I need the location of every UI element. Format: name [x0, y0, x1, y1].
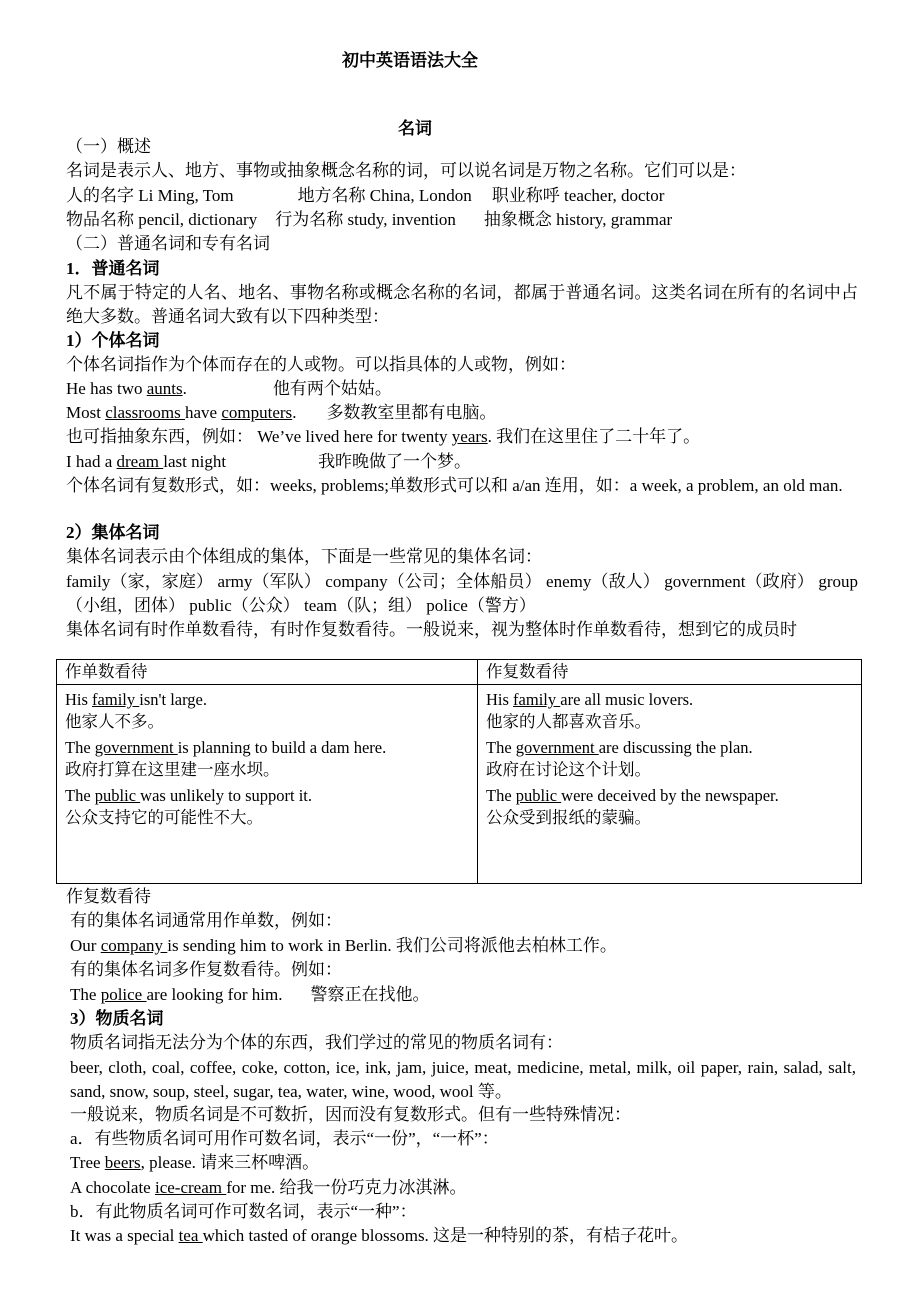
example-text: I had a [66, 452, 117, 471]
after-table-label: 作复数看待 [66, 887, 151, 906]
example-text: isn't large. [139, 690, 207, 709]
individual-plural-note: 个体名词有复数形式，如：weeks, problems;单数形式可以和 a/an 连用，如：a week, a problem, an old man. [66, 476, 843, 495]
table-example [65, 737, 469, 781]
translation: 多数教室里都有电脑。 [326, 403, 497, 422]
row2-col3: 抽象概念 history, grammar [483, 210, 673, 229]
example-years [66, 426, 700, 448]
underlined-noun: company [100, 936, 168, 955]
underlined-noun: family [92, 690, 140, 709]
table-cell-singular [57, 685, 478, 884]
translation: 他有两个姑姑。 [272, 379, 392, 398]
example-company [70, 935, 617, 957]
example-dream [66, 451, 471, 473]
example-text: is planning to build a dam here. [177, 738, 387, 757]
individual-noun-desc: 个体名词指作为个体而存在的人或物。可以指具体的人或物，例如： [66, 355, 576, 374]
translation: 公众支持它的可能性不大。 [65, 808, 263, 827]
underlined-noun: tea [178, 1226, 203, 1245]
example-tea [70, 1225, 688, 1247]
underlined-noun: government [515, 738, 599, 757]
singular-usage-note: 有的集体名词通常用作单数，例如： [70, 911, 342, 930]
example-text: which tasted of orange blossoms. 这是一种特别的茶，有桔子花叶。 [202, 1226, 689, 1245]
underlined-noun: public [94, 786, 141, 805]
row2-col2: 行为名称 study, invention [275, 210, 456, 229]
table-example [486, 785, 853, 829]
row2-col1: 物品名称 pencil, dictionary [66, 210, 258, 229]
translation: 警察正在找他。 [310, 985, 430, 1004]
table-example [486, 689, 853, 733]
common-noun-heading: 1．普通名词 [66, 259, 160, 278]
material-noun-note: 一般说来，物质名词是不可数折，因而没有复数形式。但有一些特殊情况： [70, 1105, 631, 1124]
example-text: have [185, 403, 222, 422]
underlined-noun: years [451, 427, 488, 446]
example-ice-cream [70, 1177, 467, 1199]
underlined-noun: family [513, 690, 561, 709]
example-text: Most [66, 403, 106, 422]
translation: 政府在讨论这个计划。 [486, 760, 651, 779]
example-text: are discussing the plan. [598, 738, 753, 757]
example-text: His [486, 690, 514, 709]
plural-usage-note: 有的集体名词多作复数看待。例如： [70, 960, 342, 979]
underlined-noun: police [100, 985, 147, 1004]
example-text: The [486, 738, 516, 757]
row1-col2: 地方名称 China, London [297, 186, 472, 205]
underlined-noun: dream [116, 452, 164, 471]
row1-col1: 人的名字 Li Ming, Tom [66, 186, 234, 205]
section-title: 名词 [398, 119, 432, 138]
part1-heading: （一）概述 [66, 137, 151, 156]
example-text: were deceived by the newspaper. [561, 786, 779, 805]
underlined-noun: government [94, 738, 178, 757]
table-example [65, 785, 469, 829]
underlined-noun: public [515, 786, 562, 805]
row1-col3: 职业称呼 teacher, doctor [491, 186, 665, 205]
table-header-singular: 作单数看待 [57, 660, 478, 685]
individual-noun-heading: 1）个体名词 [66, 331, 160, 350]
table-example [65, 689, 469, 733]
example-text: . [182, 379, 187, 398]
example-text: It was a special [70, 1226, 179, 1245]
singular-plural-table [56, 659, 862, 884]
translation: 公众受到报纸的蒙骗。 [486, 808, 651, 827]
example-text: is sending him to work in Berlin. 我们公司将派他去柏林工作。 [167, 936, 617, 955]
example-text: He has two [66, 379, 147, 398]
translation: 他家人不多。 [65, 712, 164, 731]
collective-rule: 集体名词有时作单数看待，有时作复数看待。一般说来，视为整体时作单数看待，想到它的成员时 [66, 620, 797, 639]
example-text: . [292, 403, 297, 422]
underlined-noun: aunts [146, 379, 183, 398]
example-beers [70, 1152, 319, 1174]
example-text: Our [70, 936, 101, 955]
example-aunts [66, 378, 392, 400]
example-text: , please. 请来三杯啤酒。 [140, 1153, 320, 1172]
example-text: A chocolate [70, 1178, 155, 1197]
example-classrooms [66, 402, 496, 424]
example-text: was unlikely to support it. [140, 786, 313, 805]
material-noun-desc: 物质名词指无法分为个体的东西，我们学过的常见的物质名词有： [70, 1033, 563, 1052]
doc-title: 初中英语语法大全 [342, 51, 478, 70]
example-text: . 我们在这里住了二十年了。 [487, 427, 701, 446]
case-b: b．有此物质名词可作可数名词，表示“一种”： [70, 1202, 417, 1221]
example-text: 也可指抽象东西，例如： We’ve lived here for twenty [66, 427, 452, 446]
underlined-noun: ice-cream [154, 1178, 227, 1197]
example-text: for me. 给我一份巧克力冰淇淋。 [226, 1178, 467, 1197]
part1-intro: 名词是表示人、地方、事物或抽象概念名称的词，可以说名词是万物之名称。它们可以是： [66, 161, 746, 180]
example-text: Tree [70, 1153, 105, 1172]
example-text: are looking for him. [146, 985, 283, 1004]
translation: 我昨晚做了一个梦。 [318, 452, 472, 471]
example-police [70, 984, 429, 1006]
case-a: a．有些物质名词可用作可数名词，表示“一份”，“一杯”： [70, 1129, 499, 1148]
collective-noun-list: family（家，家庭） army（军队） company（公司；全体船员） enemy（敌人） government（政府） group（小组，团体） public（公众） team（队；组） police（警方） [66, 572, 858, 615]
example-text: last night [163, 452, 227, 471]
example-text: The [70, 985, 101, 1004]
example-text: The [486, 786, 516, 805]
material-noun-heading: 3）物质名词 [70, 1009, 164, 1028]
table-example [486, 737, 853, 781]
translation: 他家的人都喜欢音乐。 [486, 712, 651, 731]
underlined-noun: computers [221, 403, 293, 422]
part1-row1 [66, 185, 664, 207]
example-text: His [65, 690, 93, 709]
collective-noun-heading: 2）集体名词 [66, 523, 160, 542]
table-header-plural: 作复数看待 [478, 660, 862, 685]
material-noun-list: beer, cloth, coal, coffee, coke, cotton, ice, ink, jam, juice, meat, medicine, metal, milk, oil paper, rain, salad, salt, sand, snow, soup, steel, sugar, tea, water, wine, wood, wool 等。 [70, 1058, 856, 1101]
underlined-noun: classrooms [105, 403, 186, 422]
collective-noun-desc: 集体名词表示由个体组成的集体，下面是一些常见的集体名词： [66, 547, 542, 566]
example-text: The [65, 738, 95, 757]
part1-row2 [66, 209, 672, 231]
example-text: are all music lovers. [560, 690, 694, 709]
table-cell-plural [478, 685, 862, 884]
translation: 政府打算在这里建一座水坝。 [65, 760, 280, 779]
underlined-noun: beers [104, 1153, 141, 1172]
common-noun-desc: 凡不属于特定的人名、地名、事物名称或概念名称的名词，都属于普通名词。这类名词在所有的名词中占绝大多数。普通名词大致有以下四种类型： [66, 283, 858, 326]
part2-heading: （二）普通名词和专有名词 [66, 234, 270, 253]
example-text: The [65, 786, 95, 805]
